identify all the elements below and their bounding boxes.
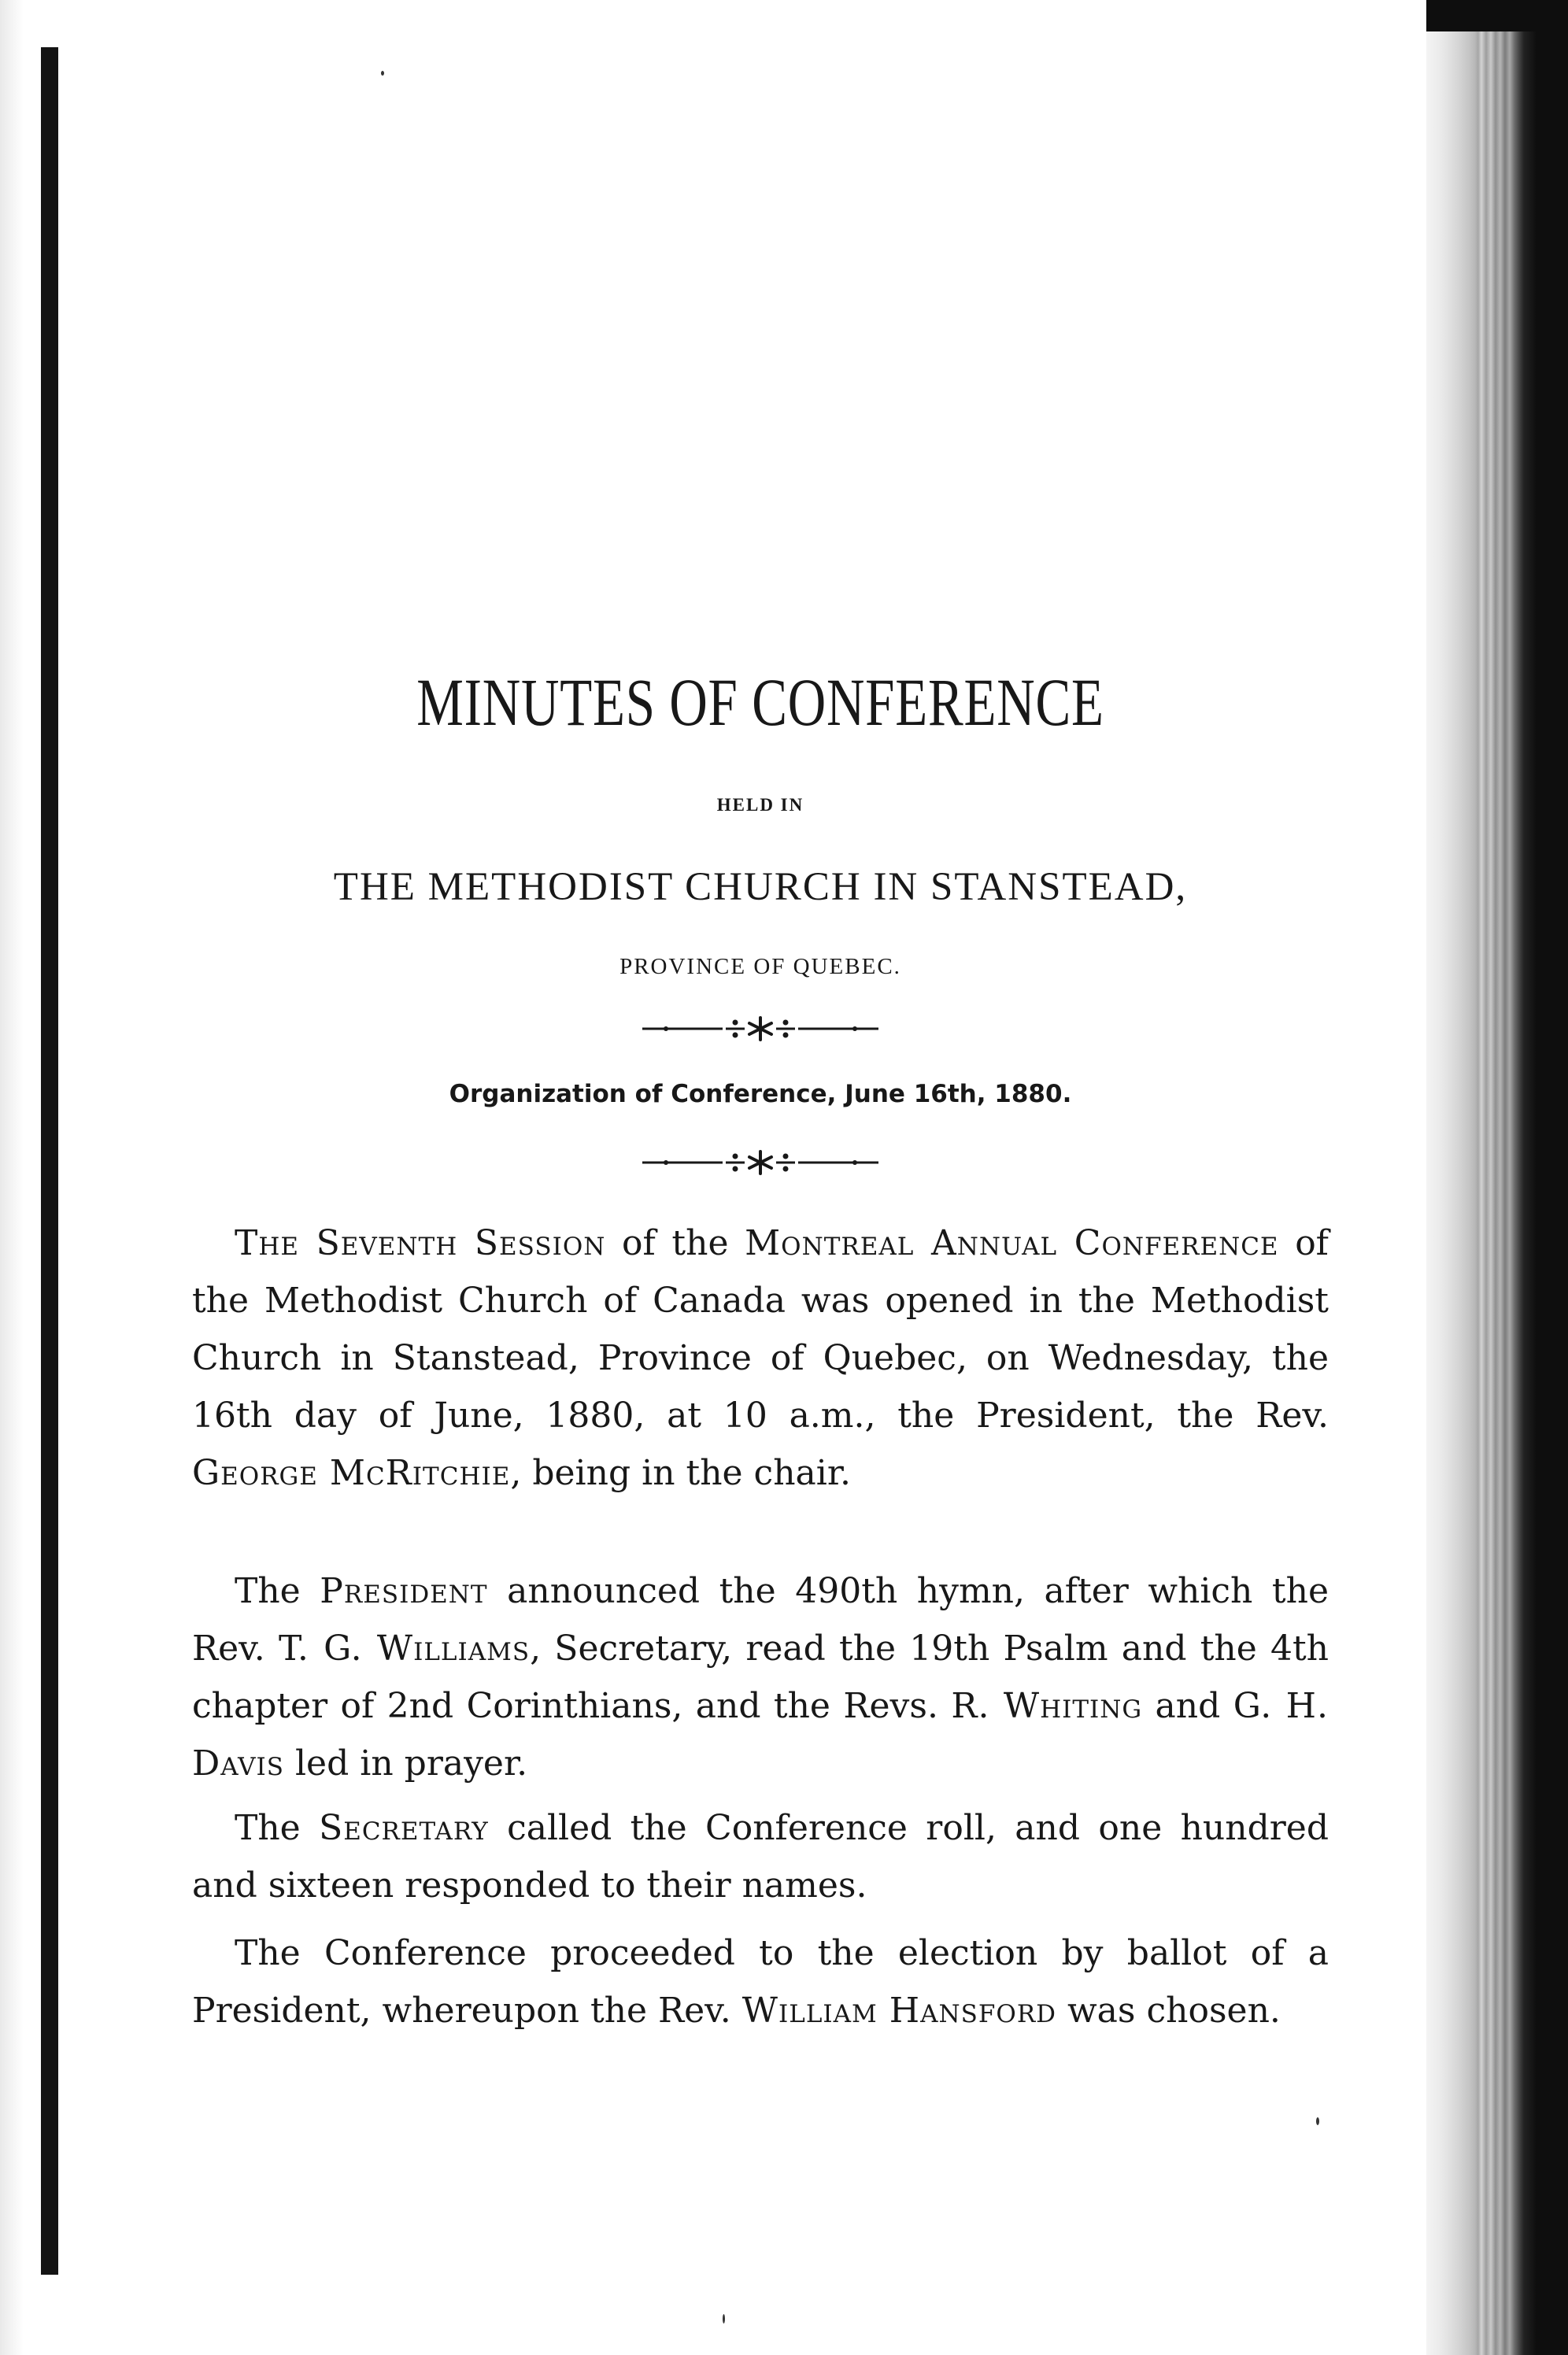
small-caps-text: T. G. Williams	[279, 1629, 531, 1669]
paragraph-election	[192, 1924, 1329, 2039]
body-text: of the	[605, 1223, 745, 1263]
page-left-margin	[0, 0, 24, 2355]
small-caps-text: The Seventh Session	[235, 1223, 606, 1263]
small-caps-text: Secretary	[319, 1808, 489, 1848]
paragraph-session-opening	[192, 1214, 1329, 1502]
body-text: The Conference proceeded to the election by ballot of a President, whereupon the Rev.	[192, 1933, 1329, 2031]
body-text: led in prayer.	[284, 1743, 528, 1784]
paragraph-hymn-prayer	[192, 1562, 1329, 1792]
print-speck	[723, 2314, 725, 2324]
print-speck	[381, 71, 384, 76]
province-name: PROVINCE OF QUEBEC.	[619, 954, 901, 979]
body-text: called the Conference roll, and one hundred and sixteen responded to their names.	[192, 1808, 1329, 1906]
body-text: and	[1142, 1686, 1233, 1726]
binding-shadow	[41, 47, 58, 2275]
small-caps-text: George McRitchie	[192, 1453, 511, 1493]
small-caps-text: G. H. Davis	[192, 1686, 1329, 1784]
small-caps-text: William Hansford	[741, 1991, 1057, 2031]
held-in-label: HELD IN	[716, 795, 804, 815]
fleuron-rule-icon	[642, 1149, 878, 1176]
body-text: , being in the chair.	[510, 1453, 852, 1493]
body-text: , Secretary, read the 19th Psalm and the 4th chapter of 2nd Corinthians, and the Revs.	[192, 1629, 1329, 1726]
body-text: The	[235, 1808, 320, 1848]
small-caps-text: President	[320, 1571, 488, 1611]
small-caps-text: Montreal Annual Conference	[745, 1223, 1279, 1263]
fleuron-rule-icon	[642, 1015, 878, 1042]
page-edges-top	[1426, 0, 1568, 31]
body-text: announced the 490th hymn, after which the Rev.	[192, 1571, 1329, 1669]
body-text: was chosen.	[1056, 1991, 1281, 2031]
print-speck	[1316, 2117, 1319, 2125]
page-title: MINUTES OF CONFERENCE	[416, 664, 1104, 740]
stacked-page-edges	[1426, 0, 1568, 2355]
body-text: The	[235, 1571, 320, 1611]
body-text: of the Methodist Church of Canada was opened in the Methodist Church in Stanstead, Province of Quebec, on Wednesday, the 16th day of June, 1880, at 10 a.m., the President, the Rev.	[192, 1223, 1329, 1436]
organization-heading: Organization of Conference, June 16th, 1880.	[449, 1080, 1072, 1108]
small-caps-text: R. Whiting	[951, 1686, 1143, 1726]
paragraph-roll-call	[192, 1799, 1329, 1914]
church-name: THE METHODIST CHURCH IN STANSTEAD,	[333, 865, 1188, 909]
